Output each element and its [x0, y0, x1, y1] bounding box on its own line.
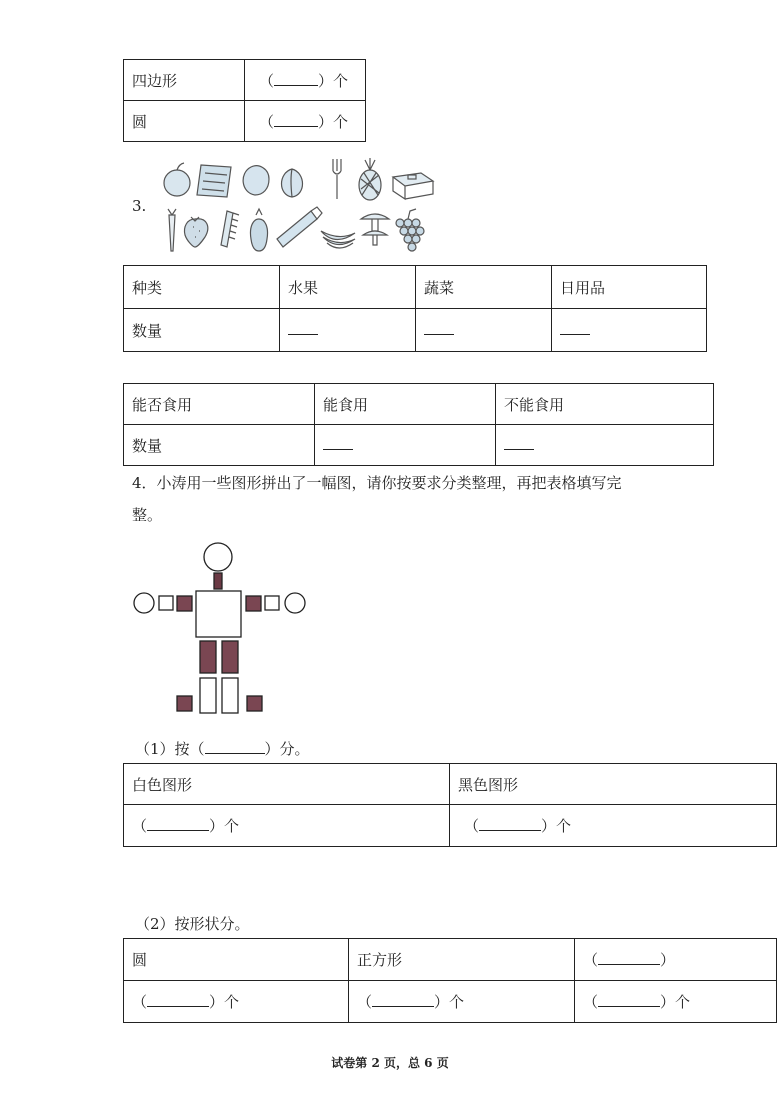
vegetable-count-blank[interactable]	[424, 324, 454, 335]
page-footer: 试卷第 2 页，总 6 页	[331, 1056, 449, 1070]
count-unit: ）个	[541, 817, 572, 835]
count-unit: ）个	[434, 993, 465, 1011]
shape-classification-table	[123, 938, 777, 1023]
grapes-icon	[396, 209, 424, 251]
comb-icon	[221, 211, 239, 247]
header-daily-goods: 日用品	[552, 266, 707, 309]
part-1-suffix: ）分。	[264, 740, 310, 758]
head-circle	[204, 543, 232, 571]
right-shin-rect	[222, 678, 238, 713]
left-arm-dark-square	[177, 596, 192, 611]
open-paren: （	[132, 817, 148, 835]
category-table	[123, 265, 707, 352]
question-3-number: 3.	[132, 197, 147, 215]
edible-table	[123, 383, 714, 466]
header-vegetable: 蔬菜	[416, 266, 552, 309]
answer-blank[interactable]	[274, 116, 318, 127]
left-arm-square	[159, 596, 173, 610]
peach-icon	[282, 169, 303, 197]
strawberry-icon	[184, 217, 207, 247]
header-edible-or-not: 能否食用	[124, 384, 315, 425]
toothpaste-icon	[277, 207, 322, 247]
black-count-blank[interactable]	[479, 820, 541, 831]
right-foot-square	[247, 696, 262, 711]
header-white-shapes: 白色图形	[124, 764, 450, 805]
header-square: 正方形	[349, 939, 575, 981]
apple-icon	[164, 163, 190, 196]
count-unit: ）个	[318, 112, 349, 131]
row-label-quadrilateral: 四边形	[124, 60, 245, 101]
close-paren: ）	[660, 951, 676, 969]
open-paren: （	[464, 817, 480, 835]
open-paren: （	[357, 993, 373, 1011]
open-paren: （	[259, 71, 275, 90]
circle-count-blank[interactable]	[147, 996, 209, 1007]
color-classification-table	[123, 763, 777, 847]
row-label-quantity: 数量	[124, 425, 315, 466]
edible-count-blank[interactable]	[323, 439, 353, 450]
banana-icon	[321, 231, 355, 248]
count-unit: ）个	[209, 817, 240, 835]
open-paren: （	[259, 112, 275, 131]
shape-name-blank[interactable]	[598, 954, 660, 965]
daily-goods-count-blank[interactable]	[560, 324, 590, 335]
part-1-prefix: （1）按（	[135, 740, 205, 758]
body-square	[196, 591, 241, 637]
count-unit: ）个	[209, 993, 240, 1011]
open-paren: （	[583, 951, 599, 969]
answer-blank[interactable]	[274, 75, 318, 86]
items-illustration	[155, 155, 445, 255]
right-arm-square	[265, 596, 279, 610]
header-fruit: 水果	[280, 266, 416, 309]
left-foot-square	[177, 696, 192, 711]
part-1-prompt	[135, 738, 310, 759]
carrot-icon	[168, 209, 176, 251]
header-category: 种类	[124, 266, 280, 309]
row-label-circle: 圆	[124, 101, 245, 142]
other-shape-count-blank[interactable]	[598, 996, 660, 1007]
open-paren: （	[132, 993, 148, 1011]
question-4-text: 4．小涛用一些图形拼出了一幅图，请你按要求分类整理，再把表格填写完	[132, 474, 622, 492]
not-edible-count-blank[interactable]	[504, 439, 534, 450]
header-circle: 圆	[124, 939, 349, 981]
right-hand-circle	[285, 593, 305, 613]
open-paren: （	[583, 993, 599, 1011]
row-label-quantity: 数量	[124, 309, 280, 352]
white-count-blank[interactable]	[147, 820, 209, 831]
fruit-count-blank[interactable]	[288, 324, 318, 335]
square-count-blank[interactable]	[372, 996, 434, 1007]
left-shin-rect	[200, 678, 216, 713]
towel-icon	[197, 165, 231, 197]
shape-count-table	[123, 59, 366, 142]
question-4-text-cont: 整。	[132, 506, 163, 524]
count-unit: ）个	[318, 71, 349, 90]
header-not-edible: 不能食用	[496, 384, 714, 425]
header-black-shapes: 黑色图形	[450, 764, 777, 805]
pineapple-icon	[359, 158, 381, 200]
soap-box-icon	[393, 173, 433, 199]
classify-by-blank[interactable]	[205, 743, 265, 754]
mushroom-icon	[361, 214, 389, 245]
left-thigh-rect	[200, 641, 216, 673]
neck-rect	[214, 573, 222, 589]
part-2-prompt: （2）按形状分。	[135, 915, 250, 933]
fork-icon	[333, 159, 341, 199]
right-thigh-rect	[222, 641, 238, 673]
left-hand-circle	[134, 593, 154, 613]
eggplant-icon	[250, 209, 267, 251]
peach-icon	[243, 166, 269, 195]
right-arm-dark-square	[246, 596, 261, 611]
robot-figure	[130, 540, 315, 720]
header-edible: 能食用	[315, 384, 496, 425]
count-unit: ）个	[660, 993, 691, 1011]
